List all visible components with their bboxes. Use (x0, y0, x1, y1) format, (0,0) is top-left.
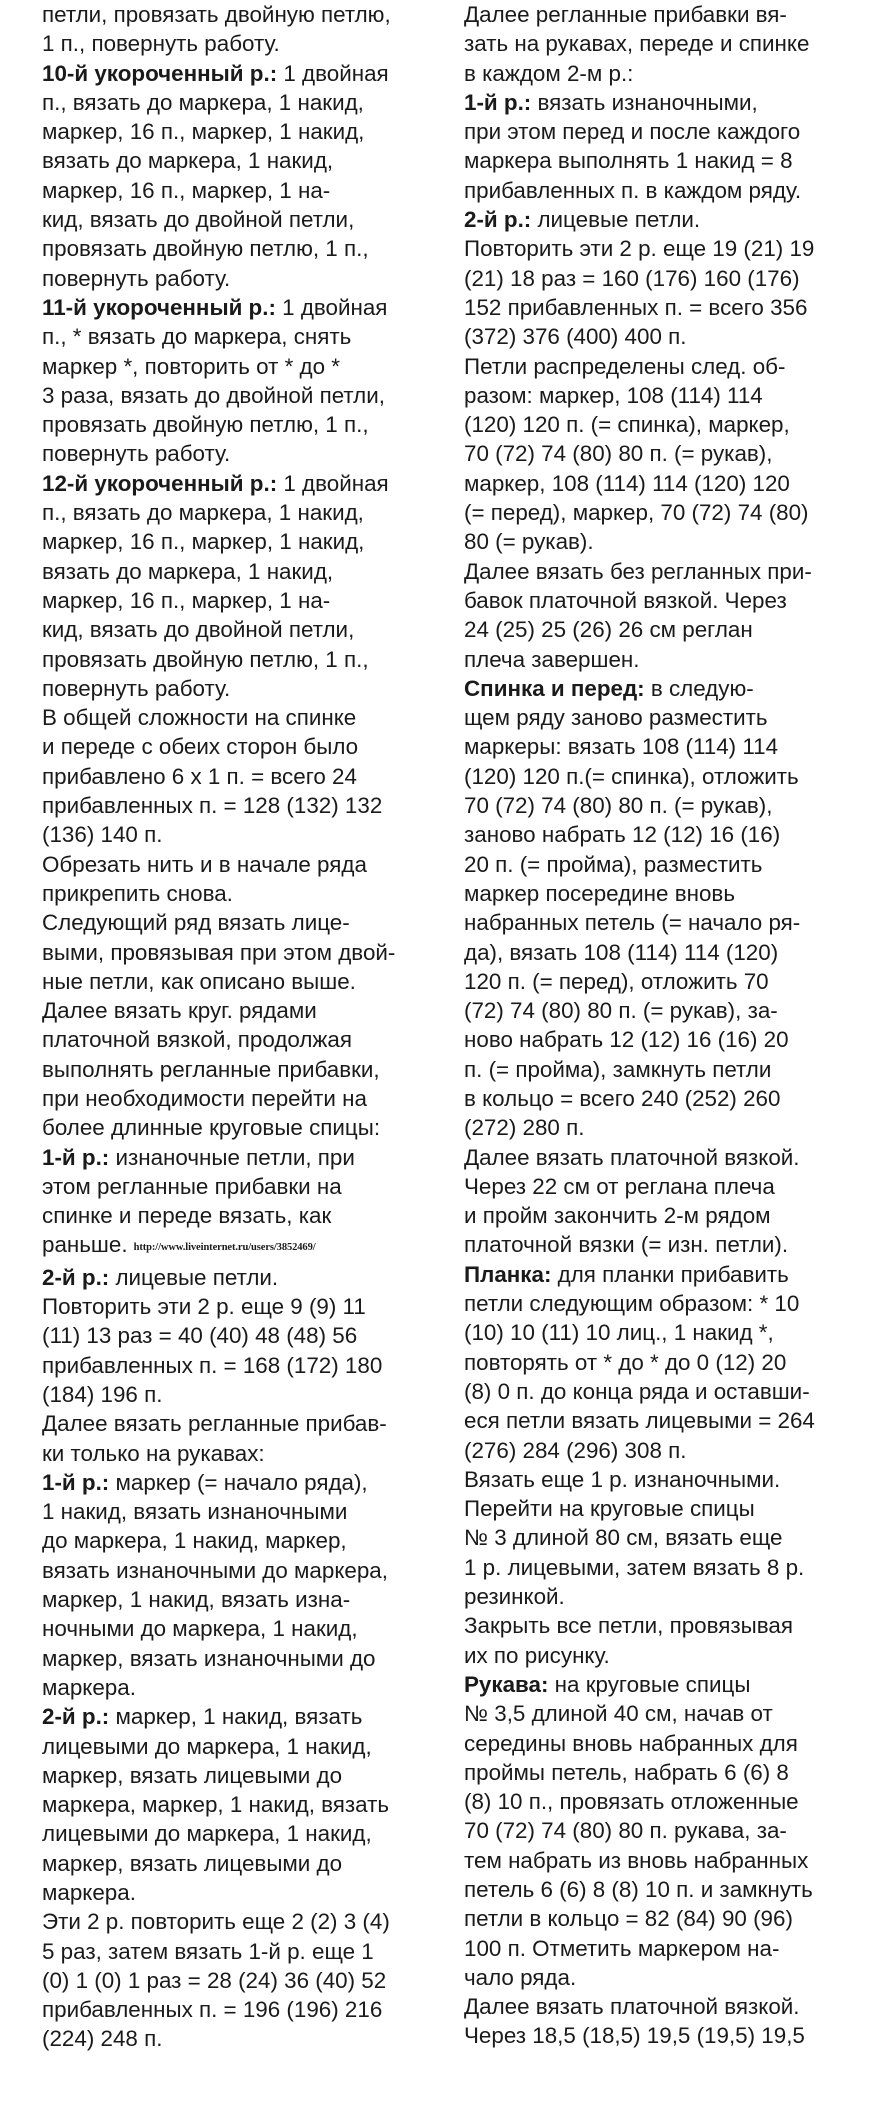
text-segment: в каждом 2-м р.: (464, 60, 634, 86)
row-heading: 1-й р.: (42, 1144, 110, 1170)
text-segment: 1 двойная (277, 470, 389, 496)
text-line (42, 1966, 442, 1995)
row-heading: Спинка и перед: (464, 675, 645, 701)
text-line (464, 381, 884, 410)
text-line (464, 967, 884, 996)
text-line (464, 176, 884, 205)
text-segment: 1 п., повернуть работу. (42, 31, 280, 57)
text-segment: п. (= пройма), замкнуть петли (464, 1056, 772, 1082)
text-line (42, 1819, 442, 1848)
text-segment: при необходимости перейти на (42, 1085, 367, 1111)
text-line (42, 1468, 442, 1497)
text-segment: В общей сложности на спинке (42, 705, 357, 731)
text-line (464, 146, 884, 175)
text-segment: 24 (25) 25 (26) 26 см реглан (464, 617, 753, 643)
row-heading: 11-й укороченный р.: (42, 294, 276, 320)
text-line (42, 850, 442, 879)
text-segment: 5 раз, затем вязать 1-й р. еще 1 (42, 1938, 374, 1964)
text-segment: еся петли вязать лицевыми = 264 (464, 1408, 815, 1434)
text-line (464, 1377, 884, 1406)
text-segment: середины вновь набранных для (464, 1730, 798, 1756)
text-segment: в кольцо = всего 240 (252) 260 (464, 1085, 781, 1111)
text-line (464, 1084, 884, 1113)
text-segment: заново набрать 12 (12) 16 (16) (464, 822, 781, 848)
text-line (464, 439, 884, 468)
text-segment: маркеры: вязать 108 (114) 114 (464, 734, 779, 760)
text-line (464, 264, 884, 293)
text-line (464, 1875, 884, 1904)
text-segment: щем ряду заново разместить (464, 705, 768, 731)
row-heading: Планка: (464, 1261, 552, 1287)
text-segment: № 3 длиной 80 см, вязать еще (464, 1525, 783, 1551)
text-segment: маркер (= начало ряда), (109, 1469, 368, 1495)
text-line (42, 469, 442, 498)
text-segment: петли, провязать двойную петлю, (42, 2, 391, 27)
text-line (464, 498, 884, 527)
text-segment: Через 22 см от реглана плеча (464, 1173, 775, 1199)
text-segment: повернуть работу. (42, 675, 231, 701)
row-heading: 1-й р.: (464, 89, 532, 115)
text-line (42, 557, 442, 586)
text-segment: ки только на рукавах: (42, 1440, 265, 1466)
text-segment: 70 (72) 74 (80) 80 п. (= рукав), (464, 441, 773, 467)
text-line (464, 352, 884, 381)
text-segment: маркер, вязать лицевыми до (42, 1850, 343, 1876)
text-line (42, 439, 442, 468)
text-line (464, 557, 884, 586)
text-line (42, 0, 442, 29)
text-line (464, 938, 884, 967)
text-segment: 20 п. (= пройма), разместить (464, 851, 763, 877)
text-segment: тем набрать из вновь набранных (464, 1847, 809, 1873)
text-line (464, 645, 884, 674)
text-line (464, 2021, 884, 2050)
text-line (42, 1409, 442, 1438)
text-line (464, 88, 884, 117)
text-segment: петель 6 (6) 8 (8) 10 п. и замкнуть (464, 1877, 813, 1902)
text-segment: провязать двойную петлю, 1 п., (42, 412, 369, 438)
text-line (42, 1907, 442, 1936)
text-line (42, 1321, 442, 1350)
text-line (464, 1289, 884, 1318)
text-segment: в следую- (644, 675, 754, 701)
text-line (464, 908, 884, 937)
text-line (42, 674, 442, 703)
text-line (42, 352, 442, 381)
text-segment: набранных петель (= начало ря- (464, 910, 801, 936)
text-line (464, 1904, 884, 1933)
text-segment: проймы петель, набрать 6 (6) 8 (464, 1759, 789, 1785)
text-segment: кид, вязать до двойной петли, (42, 617, 355, 643)
text-line (464, 1787, 884, 1816)
text-segment: (21) 18 раз = 160 (176) 160 (176) (464, 265, 800, 291)
text-segment: 1 р. лицевыми, затем вязать 8 р. (464, 1554, 805, 1580)
text-line (42, 1673, 442, 1702)
text-segment: Закрыть все петли, провязывая (464, 1613, 793, 1639)
text-line (464, 820, 884, 849)
text-segment: бавок платочной вязкой. Через (464, 587, 787, 613)
text-segment: (136) 140 п. (42, 822, 163, 848)
text-line (42, 1526, 442, 1555)
text-line (464, 29, 884, 58)
text-segment: ночными до маркера, 1 накид, (42, 1616, 358, 1642)
text-segment: маркера выполнять 1 накид = 8 (464, 148, 793, 174)
text-segment: Повторить эти 2 р. еще 9 (9) 11 (42, 1294, 366, 1320)
text-line (464, 1523, 884, 1552)
text-line (464, 1816, 884, 1845)
text-line (464, 1963, 884, 1992)
text-segment: повернуть работу. (42, 441, 231, 467)
text-segment: Перейти на круговые спицы (464, 1496, 755, 1522)
text-segment: маркер посередине вновь (464, 880, 735, 906)
text-line (464, 732, 884, 761)
text-line (464, 293, 884, 322)
text-line (42, 498, 442, 527)
text-line (464, 674, 884, 703)
text-line (42, 527, 442, 556)
text-segment: петли в кольцо = 82 (84) 90 (96) (464, 1906, 793, 1932)
text-segment: Далее вязать платочной вязкой. (464, 1144, 800, 1170)
text-segment: 70 (72) 74 (80) 80 п. (= рукав), (464, 793, 773, 819)
text-segment: петли следующим образом: * 10 (464, 1291, 800, 1317)
text-line (464, 1348, 884, 1377)
text-segment: (224) 248 п. (42, 2026, 163, 2052)
text-line (464, 1113, 884, 1142)
text-line (42, 234, 442, 263)
text-line (464, 1260, 884, 1289)
text-line (464, 1699, 884, 1728)
text-line (42, 88, 442, 117)
text-line (42, 293, 442, 322)
text-line (42, 1585, 442, 1614)
text-segment: п., вязать до маркера, 1 накид, (42, 500, 364, 526)
text-segment: 152 прибавленных п. = всего 356 (464, 294, 808, 320)
text-line (464, 791, 884, 820)
text-line (464, 1729, 884, 1758)
text-segment: вязать изнаночными, (531, 89, 758, 115)
text-segment: раньше. (42, 1232, 128, 1258)
text-segment: маркера. (42, 1880, 136, 1905)
text-segment: платочной вязки (= изн. петли). (464, 1232, 789, 1258)
text-segment: (0) 1 (0) 1 раз = 28 (24) 36 (40) 52 (42, 1967, 387, 1993)
text-segment: маркера. (42, 1674, 136, 1700)
text-segment: этом регланные прибавки на (42, 1173, 342, 1199)
text-segment: Петли распределены след. об- (464, 353, 786, 379)
text-segment: (120) 120 п. (= спинка), маркер, (464, 412, 790, 438)
text-segment: выполнять регланные прибавки, (42, 1056, 380, 1082)
text-line (42, 996, 442, 1025)
text-segment: п., вязать до маркера, 1 накид, (42, 89, 364, 115)
text-segment: их по рисунку. (464, 1642, 610, 1668)
text-line (42, 1644, 442, 1673)
text-segment: Далее вязать без регланных при- (464, 558, 812, 584)
text-segment: провязать двойную петлю, 1 п., (42, 236, 369, 262)
text-line (464, 527, 884, 556)
text-line (42, 1790, 442, 1819)
text-line (42, 2024, 442, 2053)
text-segment: вязать изнаночными до маркера, (42, 1557, 388, 1583)
text-line (42, 29, 442, 58)
text-segment: (= перед), маркер, 70 (72) 74 (80) (464, 500, 809, 526)
text-segment: 3 раза, вязать до двойной петли, (42, 382, 385, 408)
text-line (42, 1113, 442, 1142)
row-heading: 2-й р.: (464, 207, 532, 233)
text-segment: прибавленных п. = 168 (172) 180 (42, 1352, 383, 1378)
text-line (464, 586, 884, 615)
text-segment: прибавленных п. в каждом ряду. (464, 177, 802, 203)
text-line (464, 879, 884, 908)
text-line (42, 1849, 442, 1878)
text-segment: маркера, маркер, 1 накид, вязать (42, 1792, 390, 1818)
text-segment: изнаночные петли, при (109, 1144, 355, 1170)
text-segment: Далее вязать регланные прибав- (42, 1411, 387, 1437)
text-line (42, 381, 442, 410)
text-line (464, 1318, 884, 1347)
text-line (464, 703, 884, 732)
text-segment: Далее регланные прибавки вя- (464, 2, 787, 27)
text-line (464, 1230, 884, 1259)
text-line (42, 1702, 442, 1731)
text-segment: (10) 10 (11) 10 лиц., 1 накид *, (464, 1320, 774, 1346)
text-line (42, 176, 442, 205)
text-line (464, 410, 884, 439)
text-line (464, 1494, 884, 1523)
text-line (464, 1992, 884, 2021)
text-segment: 80 (= рукав). (464, 529, 594, 555)
text-segment: при этом перед и после каждого (464, 119, 801, 145)
text-segment: Далее вязать платочной вязкой. (464, 1994, 800, 2020)
text-line (42, 1995, 442, 2024)
text-line (42, 732, 442, 761)
text-line (42, 908, 442, 937)
text-segment: маркер, 16 п., маркер, 1 на- (42, 587, 331, 613)
text-line (42, 615, 442, 644)
text-line (464, 1611, 884, 1640)
text-segment: ные петли, как описано выше. (42, 968, 356, 994)
text-line (42, 1380, 442, 1409)
text-segment: маркер, 1 накид, вязать (109, 1704, 363, 1730)
text-line (464, 1436, 884, 1465)
text-segment: более длинные круговые спицы: (42, 1115, 381, 1141)
text-segment: 1 двойная (275, 294, 388, 320)
text-segment: резинкой. (464, 1584, 565, 1610)
text-segment: и пройм закончить 2-м рядом (464, 1203, 771, 1229)
text-line (42, 791, 442, 820)
text-segment: лицевыми до маркера, 1 накид, (42, 1733, 372, 1759)
watermark-url: http://www.liveinternet.ru/users/3852469/ (133, 1242, 316, 1254)
text-segment: прикрепить снова. (42, 880, 233, 906)
row-heading: 10-й укороченный р.: (42, 60, 278, 86)
text-line (42, 820, 442, 849)
text-segment: кид, вязать до двойной петли, (42, 207, 355, 233)
text-segment: маркер, 1 накид, вязать изна- (42, 1587, 351, 1613)
text-line (42, 117, 442, 146)
text-line (42, 703, 442, 732)
text-line (42, 645, 442, 674)
text-line (42, 1201, 442, 1230)
row-heading: Рукава: (464, 1671, 549, 1697)
text-line (464, 469, 884, 498)
text-segment: Следующий ряд вязать лице- (42, 910, 350, 936)
text-segment: 1 двойная (277, 60, 389, 86)
text-segment: № 3,5 длиной 40 см, начав от (464, 1701, 773, 1727)
right-text-column (464, 0, 884, 2051)
text-line (42, 205, 442, 234)
text-line (42, 1497, 442, 1526)
text-line (42, 1143, 442, 1172)
text-segment: вязать до маркера, 1 накид, (42, 558, 334, 584)
text-segment: лицевые петли. (109, 1264, 279, 1290)
text-line (464, 1553, 884, 1582)
text-segment: 70 (72) 74 (80) 80 п. рукава, за- (464, 1818, 787, 1844)
text-line (464, 117, 884, 146)
text-line (464, 1172, 884, 1201)
text-segment: (184) 196 п. (42, 1381, 163, 1407)
text-segment: Обрезать нить и в начале ряда (42, 851, 367, 877)
text-segment: маркер, 16 п., маркер, 1 накид, (42, 529, 365, 555)
text-line (464, 1406, 884, 1435)
text-segment: 1 накид, вязать изнаночными (42, 1499, 348, 1525)
text-line (42, 410, 442, 439)
text-segment: (372) 376 (400) 400 п. (464, 324, 687, 350)
text-line (42, 1761, 442, 1790)
text-segment: (72) 74 (80) 80 п. (= рукав), за- (464, 998, 778, 1024)
text-line (464, 850, 884, 879)
text-line (42, 1172, 442, 1201)
text-segment: зать на рукавах, переде и спинке (464, 31, 810, 57)
text-line (42, 322, 442, 351)
text-line (464, 1670, 884, 1699)
text-segment: плеча завершен. (464, 646, 640, 672)
text-line (42, 1614, 442, 1643)
text-segment: до маркера, 1 накид, маркер, (42, 1528, 347, 1554)
text-segment: Повторить эти 2 р. еще 19 (21) 19 (464, 236, 815, 262)
text-segment: для планки прибавить (551, 1261, 789, 1287)
text-segment: п., * вязать до маркера, снять (42, 324, 352, 350)
text-line (42, 1292, 442, 1321)
text-line (464, 1025, 884, 1054)
text-line (42, 1263, 442, 1292)
text-line (464, 322, 884, 351)
text-line (464, 1201, 884, 1230)
text-segment: прибавленных п. = 196 (196) 216 (42, 1997, 383, 2023)
text-segment: ново набрать 12 (12) 16 (16) 20 (464, 1027, 789, 1053)
text-segment: (8) 0 п. до конца ряда и оставши- (464, 1378, 810, 1404)
text-segment: выми, провязывая при этом двой- (42, 939, 396, 965)
text-segment: да), вязать 108 (114) 114 (120) (464, 939, 779, 965)
text-segment: Далее вязать круг. рядами (42, 998, 317, 1024)
text-segment: маркер *, повторить от * до * (42, 353, 340, 379)
text-line (464, 234, 884, 263)
text-line (464, 1758, 884, 1787)
text-line (42, 879, 442, 908)
text-segment: маркер, 108 (114) 114 (120) 120 (464, 470, 790, 496)
text-line (464, 762, 884, 791)
text-line (42, 1878, 442, 1907)
text-segment: (11) 13 раз = 40 (40) 48 (48) 56 (42, 1323, 358, 1349)
text-segment: лицевые петли. (531, 207, 701, 233)
text-line (42, 1230, 442, 1262)
text-segment: прибавлено 6 х 1 п. = всего 24 (42, 763, 357, 789)
text-segment: 100 п. Отметить маркером на- (464, 1935, 780, 1961)
left-text-column (42, 0, 442, 2054)
text-segment: маркер, вязать изнаночными до (42, 1645, 376, 1671)
text-segment: чало ряда. (464, 1964, 577, 1990)
text-line (464, 615, 884, 644)
row-heading: 2-й р.: (42, 1704, 110, 1730)
text-line (42, 1025, 442, 1054)
text-line (464, 205, 884, 234)
text-line (464, 1846, 884, 1875)
text-line (42, 1732, 442, 1761)
row-heading: 12-й укороченный р.: (42, 470, 278, 496)
text-segment: маркер, 16 п., маркер, 1 накид, (42, 119, 365, 145)
text-segment: и переде с обеих сторон было (42, 734, 359, 760)
text-segment: (276) 284 (296) 308 п. (464, 1437, 687, 1463)
text-segment: повторять от * до * до 0 (12) 20 (464, 1349, 787, 1375)
text-line (42, 59, 442, 88)
text-segment: провязать двойную петлю, 1 п., (42, 646, 369, 672)
text-line (464, 1465, 884, 1494)
text-segment: платочной вязкой, продолжая (42, 1027, 352, 1053)
text-segment: вязать до маркера, 1 накид, (42, 148, 334, 174)
text-line (464, 1641, 884, 1670)
row-heading: 2-й р.: (42, 1264, 110, 1290)
text-segment: разом: маркер, 108 (114) 114 (464, 382, 763, 408)
text-segment: (120) 120 п.(= спинка), отложить (464, 763, 799, 789)
text-segment: прибавленных п. = 128 (132) 132 (42, 793, 383, 819)
text-line (42, 1351, 442, 1380)
text-line (464, 1143, 884, 1172)
text-line (42, 264, 442, 293)
text-segment: (272) 280 п. (464, 1115, 585, 1141)
text-line (42, 1084, 442, 1113)
row-heading: 1-й р.: (42, 1469, 110, 1495)
text-segment: лицевыми до маркера, 1 накид, (42, 1821, 372, 1847)
text-segment: на круговые спицы (548, 1671, 751, 1697)
text-segment: маркер, вязать лицевыми до (42, 1762, 343, 1788)
text-line (42, 586, 442, 615)
text-line (464, 1934, 884, 1963)
text-line (464, 59, 884, 88)
text-line (42, 146, 442, 175)
text-line (42, 967, 442, 996)
text-line (42, 1937, 442, 1966)
text-line (42, 938, 442, 967)
text-segment: повернуть работу. (42, 265, 231, 291)
text-segment: (8) 10 п., провязать отложенные (464, 1789, 799, 1815)
text-line (42, 1055, 442, 1084)
text-segment: 120 п. (= перед), отложить 70 (464, 968, 769, 994)
text-line (464, 1582, 884, 1611)
text-line (42, 1556, 442, 1585)
text-segment: Эти 2 р. повторить еще 2 (2) 3 (4) (42, 1909, 390, 1935)
text-line (464, 996, 884, 1025)
text-line (42, 762, 442, 791)
text-line (464, 0, 884, 29)
text-segment: спинке и переде вязать, как (42, 1203, 332, 1229)
text-segment: маркер, 16 п., маркер, 1 на- (42, 177, 331, 203)
text-line (464, 1055, 884, 1084)
text-segment: Через 18,5 (18,5) 19,5 (19,5) 19,5 (464, 2023, 805, 2049)
text-line (42, 1439, 442, 1468)
text-segment: Вязать еще 1 р. изнаночными. (464, 1466, 781, 1492)
